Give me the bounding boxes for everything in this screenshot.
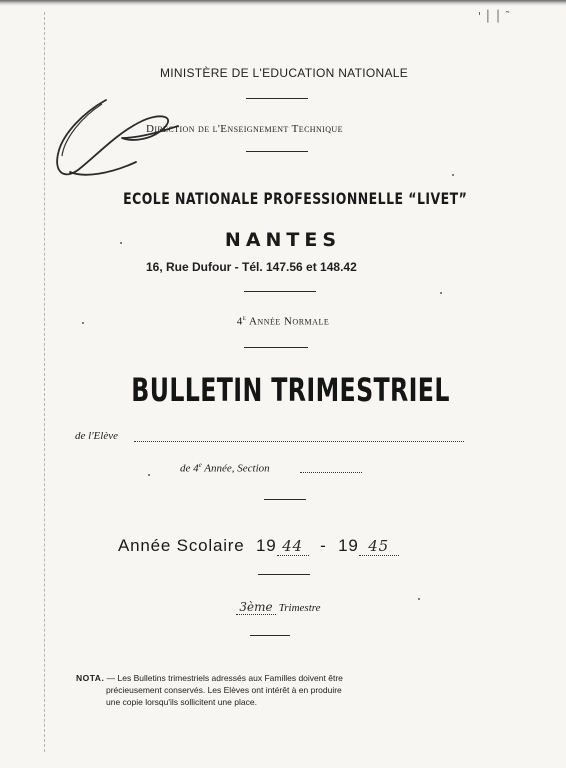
document-title: BULLETIN TRIMESTRIEL — [131, 371, 450, 409]
year-prefix-1: 19 — [256, 536, 277, 555]
year-value-2: 45 — [359, 537, 399, 556]
school-year-label: Année Scolaire — [118, 536, 245, 555]
grade-number: 4 — [236, 315, 243, 328]
nota-line-2: précieusement conservés. Les Elèves ont intérêt à en produire — [106, 685, 342, 695]
corner-marks: ' │ │ ˜ — [478, 10, 511, 23]
scan-speck — [120, 242, 122, 244]
divider — [244, 347, 308, 348]
scan-speck — [440, 292, 442, 294]
section-value-line — [300, 472, 362, 473]
ministry-heading: MINISTÈRE DE L'EDUCATION NATIONALE — [159, 66, 409, 80]
section-label-suffix: e — [198, 461, 202, 469]
year-prefix-2: 19 — [338, 536, 359, 555]
school-year-row — [118, 536, 399, 556]
scan-speck — [452, 174, 454, 176]
nota-block — [76, 672, 496, 708]
school-address: 16, Rue Dufour - Tél. 147.56 et 148.42 — [146, 260, 357, 274]
divider — [244, 291, 316, 292]
scan-speck — [418, 598, 420, 600]
trimester-row — [236, 600, 321, 615]
direction-heading: Direction de l'Enseignement Technique — [146, 123, 343, 135]
grade-suffix: e — [242, 314, 247, 322]
school-city: NANTES — [224, 229, 342, 251]
divider — [264, 499, 306, 500]
grade-heading — [150, 314, 416, 328]
grade-label: Année Normale — [246, 315, 330, 328]
scan-speck — [82, 322, 84, 324]
section-label-start: de 4 — [180, 462, 199, 475]
nota-line-3: une copie lorsqu'ils sollicitent une place. — [106, 697, 257, 707]
scan-speck — [148, 474, 150, 476]
trimester-label: Trimestre — [278, 602, 321, 614]
year-separator: - — [320, 536, 327, 555]
nota-lead: NOTA. — [76, 673, 105, 683]
divider — [258, 574, 310, 575]
trimester-value: 3ème — [236, 600, 276, 615]
pen-scribble — [44, 82, 194, 202]
divider — [250, 635, 290, 636]
year-value-1: 44 — [277, 537, 309, 556]
section-label — [180, 461, 270, 475]
school-name: ECOLE NATIONALE PROFESSIONNELLE “LIVET” — [123, 189, 468, 208]
divider — [246, 151, 308, 152]
student-name-line — [134, 441, 464, 442]
scan-edge-top — [0, 0, 566, 6]
section-label-rest: Année, Section — [201, 462, 270, 475]
student-label: de l'Elève — [75, 430, 118, 442]
nota-line-1: — Les Bulletins trimestriels adressés aux Familles doivent être — [104, 673, 343, 683]
divider — [246, 98, 308, 99]
